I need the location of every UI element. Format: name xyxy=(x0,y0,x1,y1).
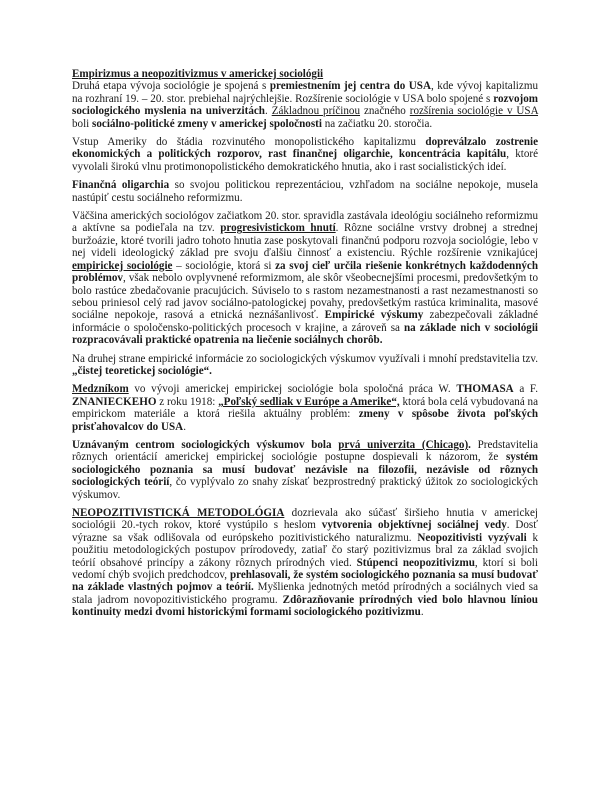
emphasized-text: systém sociologického poznania sa musí budovať nezávisle na filozofii, nezávisle od rôznych sociologických teórií xyxy=(72,451,538,489)
emphasized-text: Medzníkom xyxy=(72,383,129,396)
document-title: Empirizmus a neopozitivizmus v americkej sociológii xyxy=(72,68,324,80)
text-run: značného xyxy=(360,105,410,118)
text-run: Na druhej strane empirické informácie zo sociologických výskumov využívali i mnohí predstavitelia tzv. xyxy=(72,352,538,365)
text-run: Vstup Ameriky do štádia rozvinutého monopolistického kapitalizmu xyxy=(72,136,426,149)
emphasized-text: za svoj cieľ určila riešenie konkrétnych každodenných problémov xyxy=(72,259,539,285)
emphasized-text: zmeny v spôsobe života poľských prisťahovalcov do USA xyxy=(72,408,538,433)
emphasized-text: . xyxy=(468,438,471,451)
text-run: dozrievala ako súčasť širšieho hnutia v americkej sociológii 20.-tych rokov, ktoré vystúpilo s heslom xyxy=(72,507,538,532)
emphasized-text: Uznávaným centrom sociologických výskumov bola xyxy=(72,438,339,451)
paragraph xyxy=(72,179,538,204)
text-run: so svojou politickou reprezentáciou, vzhľadom na sociálne nepokoje, musela nastúpiť cestu sociálneho reformizmu. xyxy=(72,179,538,204)
emphasized-text: NEOPOZITIVISTICKÁ METODOLÓGIA xyxy=(72,507,285,519)
text-run: . Rôzne sociálne vrstvy drobnej a strednej buržoázie, ktoré tvorili jadro tohoto hnutia zase poskytovali finančnú podporu rozvoja sociológie, lebo v nej videli ideologický základ pre svoju ďalšiu činnosť a existenciu. Rýchle rozšírenie vznikajúcej xyxy=(72,222,538,260)
paragraph xyxy=(72,353,538,378)
paragraph xyxy=(72,136,538,173)
text-run: Myšlienka jednotných metód prírodných a sociálnych vied sa stala jadrom novopozitivistického programu. xyxy=(72,581,538,606)
text-run: . xyxy=(420,606,424,619)
text-run: Väčšina amerických sociológov začiatkom 20. stor. spravidla zastávala ideológiu sociálneho reformizmu a aktívne sa podieľala na tzv. xyxy=(72,210,538,235)
text-run: a F. xyxy=(513,383,538,396)
emphasized-text: empirickej sociológie xyxy=(72,259,173,272)
text-run: Druhá etapa vývoja sociológie je spojená s xyxy=(72,80,270,93)
emphasized-text: „Poľský sedliak v Európe a Amerike“, xyxy=(218,395,400,408)
paragraph xyxy=(72,439,538,501)
text-run: , kde vývoj kapitalizmu na rozhraní 19. – 20. stor. prebiehal najrýchlejšie. Rozšírenie sociológie v USA bolo spojené s xyxy=(72,80,538,105)
emphasized-text: Empirické výskumy xyxy=(324,309,424,322)
text-run: k použitiu metodologických postupov prírodovedy, zatiaľ čo starý pozitivizmus bral za základ svojich teórií obsahové princípy a zákony rôznych prírodných vied. xyxy=(72,531,538,569)
emphasized-text: ZNANIECKEHO xyxy=(72,395,157,408)
document-body xyxy=(72,80,538,618)
emphasized-text: Stúpenci neopozitivizmu xyxy=(356,556,475,569)
text-run: zabezpečovali základné informácie o spoločensko-politických procesoch v krajine, a zároveň sa xyxy=(72,309,538,334)
paragraph xyxy=(72,507,538,619)
text-run: – sociológie, ktorá si xyxy=(172,259,276,272)
emphasized-text: Finančná oligarchia xyxy=(72,179,170,192)
text-run: ktorá bola celá vybudovaná na empirickom materiále a ktorá riešila aktuálny problém: xyxy=(72,395,539,421)
text-run: na začiatku 20. storočia. xyxy=(321,117,433,130)
text-run: vo vývoji americkej empirickej sociológie bola spoločná práca W. xyxy=(128,383,457,396)
text-run: , však nebolo ovplyvnené reformizmom, ale skôr všeobecnejšími procesmi, predovšetkým to bolo rastúce zbedačovanie pracujúcich. Súviselo to s rastom nezamestnanosti a rast nezamestnanosti so sebou priniesol celý rad javov sociálno-patologickej povahy, predovšetkým rastúca kriminalita, masové sociálne nepokoje, rasová a etnická neznášanlivosť. xyxy=(72,272,538,322)
emphasized-text: progresivistickom hnutí xyxy=(220,222,336,235)
emphasized-text: dopreválzalo zostrenie ekonomických a politických rozporov, rast finančnej oligarchie, koncentrácia kapitálu xyxy=(72,136,539,161)
underlined-text: rozšírenia sociológie v USA xyxy=(409,105,539,118)
emphasized-text: na základe nich v sociológii rozpracovávali praktické opatrenia na liečenie sociálnych chorôb. xyxy=(72,321,538,347)
text-run: . xyxy=(264,105,272,118)
document-page xyxy=(72,68,538,625)
text-run: , ktorí si boli vedomí chýb svojich predchodcov, xyxy=(72,556,538,582)
paragraph xyxy=(72,210,538,346)
emphasized-text: THOMASA xyxy=(456,383,514,396)
emphasized-text: premiestnením jej centra do USA xyxy=(269,80,431,93)
text-run: Predstavitelia rôznych orientácií americkej empirickej sociológie postupne dospievali k názorom, že xyxy=(72,438,539,464)
emphasized-text: rozvojom sociologického myslenia na univerzitách xyxy=(72,92,538,118)
text-run: . xyxy=(183,420,186,433)
emphasized-text: prvá univerzita (Chicago) xyxy=(338,438,469,451)
paragraph xyxy=(72,383,538,433)
text-run: . Dosť výrazne sa však odlišovala od európskeho pozitivistického naturalizmu. xyxy=(72,519,538,544)
underlined-text: Základnou príčinou xyxy=(271,105,361,118)
text-run: boli xyxy=(72,117,93,130)
emphasized-text: Zdôrazňovanie prírodných vied bolo hlavnou líniou kontinuity medzi dvomi historickými formami sociologického pozitivizmu xyxy=(72,593,538,619)
text-run: , ktoré vyvolali širokú vlnu protimonopolistického demokratického hnutia, ako i rast socialistických ideí. xyxy=(72,148,538,173)
paragraph xyxy=(72,80,538,130)
text-run: , čo vyplývalo zo snahy získať bezprostredný praktický úžitok zo sociologických výskumov. xyxy=(72,476,538,501)
emphasized-text: vytvorenia objektívnej sociálnej vedy xyxy=(321,519,507,532)
emphasized-text: „čistej teoretickej sociológie“. xyxy=(72,364,212,377)
emphasized-text: Neopozitivisti vyzývali xyxy=(417,531,527,544)
emphasized-text: prehlasovali, že systém sociologického poznania sa musí budovať na základe vlastných pojmov a teórií. xyxy=(72,569,538,594)
emphasized-text: sociálno-politické zmeny v americkej spoločnosti xyxy=(92,117,322,130)
text-run: z roku 1918: xyxy=(156,395,219,408)
